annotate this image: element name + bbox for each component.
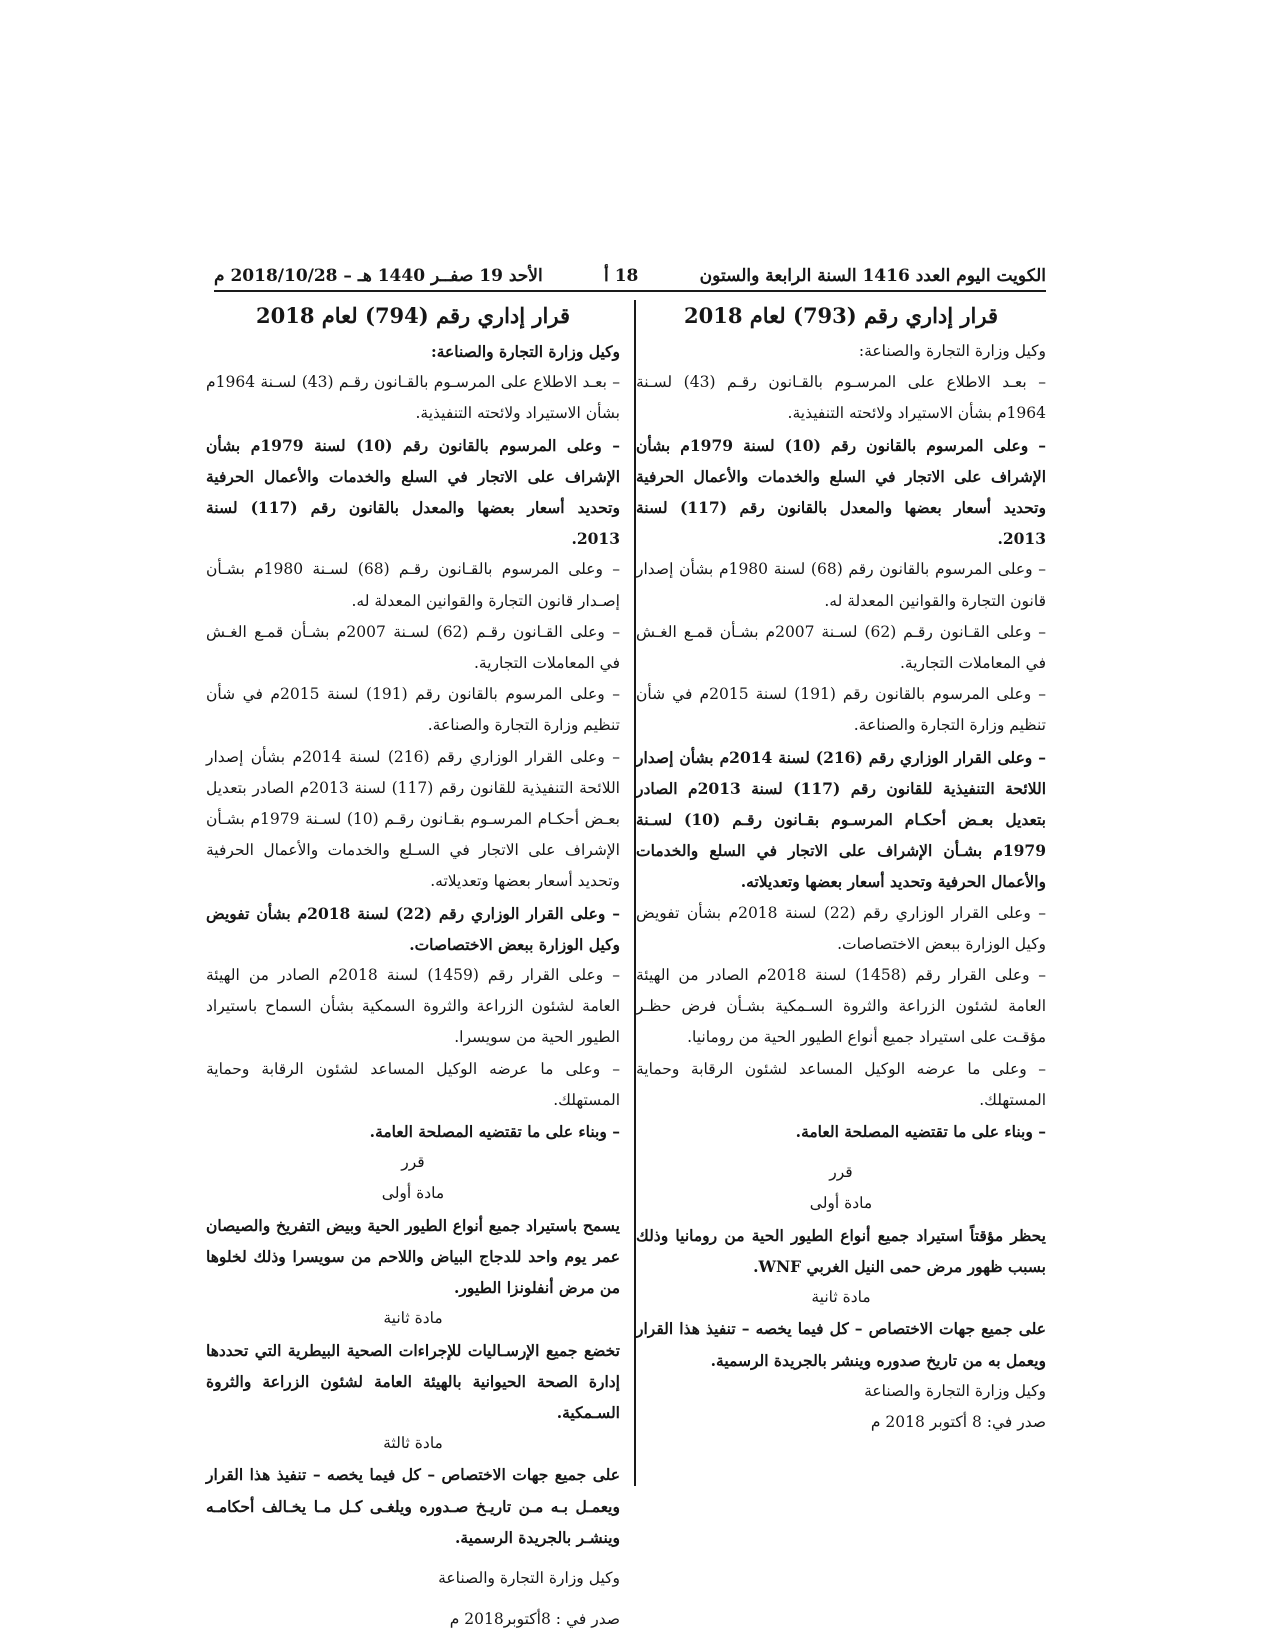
header-issue: الكويت اليوم العدد 1416 السنة الرابعة والستون xyxy=(699,266,1046,286)
recital-paragraph: – وعلى المرسوم بالقانون رقم (10) لسنة 1979م بشأن الإشراف على الاتجار في السلع والخدمات والأعمال الحرفية وتحديد أسعار بعضها والمعدل بالقانون رقم (117) لسنة 2013. xyxy=(636,435,1046,549)
recital-paragraph: – وعلى القـانون رقـم (62) لسـنة 2007م بشـأن قمـع الغـش في المعاملات التجارية. xyxy=(206,622,620,673)
header-date: الأحد 19 صفــر 1440 هـ – 2018/10/28 م xyxy=(214,266,543,286)
recital-paragraph: – وعلى المرسوم بالقانون رقم (191) لسنة 2015م في شأن تنظيم وزارة التجارة والصناعة. xyxy=(206,685,620,735)
article-2-title: مادة ثانية xyxy=(811,1288,871,1307)
recital-paragraph: – وعلى القرار الوزاري رقم (22) لسنة 2018م بشأن تفويض وكيل الوزارة ببعض الاختصاصات. xyxy=(636,903,1046,953)
decided-heading: قرر xyxy=(401,1153,425,1172)
decision-793-column xyxy=(636,298,1046,1438)
decided-heading: قرر xyxy=(829,1163,853,1182)
header-page-number: 18 أ xyxy=(604,266,639,286)
recital-paragraph: – وعلى ما عرضه الوكيل المساعد لشئون الرقابة وحماية المستهلك. xyxy=(206,1059,620,1109)
page-header xyxy=(214,254,1046,292)
recital-paragraph: – وعلى المرسوم بالقـانون رقـم (68) لسـنة 1980م بشـأن إصـدار قانون التجارة والقوانين المعدلة له. xyxy=(206,560,621,610)
decision-793-intro: وكيل وزارة التجارة والصناعة: xyxy=(858,342,1046,360)
article-2-text: تخضع جميع الإرسـاليات للإجراءات الصحية البيطرية التي تحددها إدارة الصحة الحيوانية بالهيئة العامة لشئون الزراعة والثروة السـمكية. xyxy=(206,1340,620,1422)
recital-paragraph: – وعلى القرار الوزاري رقم (216) لسنة 2014م بشأن إصدار اللائحة التنفيذية للقانون رقم (117) لسنة 2013م الصادر بتعديل بعـض أحكـام المرسـوم بقـانون رقـم (10) لسـنة 1979م بشـأن الإشراف على الاتجار في السـلع والخدمات والأعمال الحرفية وتحديد أسعار بعضها وتعديلاته. xyxy=(206,747,620,891)
article-1-title: مادة أولى xyxy=(381,1184,445,1203)
issue-date: صدر في : 8أكتوبر2018 م xyxy=(449,1610,620,1629)
recital-paragraph: – وبناء على ما تقتضيه المصلحة العامة. xyxy=(369,1122,620,1142)
recital-paragraph: – وعلى المرسوم بالقانون رقم (10) لسنة 1979م بشأن الإشراف على الاتجار في السلع والخدمات والأعمال الحرفية وتحديد أسعار بعضها والمعدل بالقانون رقم (117) لسنة 2013. xyxy=(206,435,620,549)
recital-paragraph: – وعلى القرار رقم (1458) لسنة 2018م الصادر من الهيئة العامة لشئون الزراعة والثروة السـمكية بشـأن فرض حظـر مؤقـت على استيراد جميع أنواع الطيور الحية من رومانيا. xyxy=(636,966,1046,1047)
article-2-title: مادة ثانية xyxy=(383,1309,443,1328)
decision-794-column xyxy=(206,298,620,1635)
decision-794-title: قرار إداري رقم (794) لعام 2018 xyxy=(255,303,571,328)
article-2-text: على جميع جهات الاختصاص – كل فيما يخصه – تنفيذ هذا القرار ويعمل به من تاريخ صدوره وينشر بالجريدة الرسمية. xyxy=(636,1319,1046,1370)
recital-paragraph: – وعلى المرسوم بالقانون رقم (191) لسنة 2015م في شأن تنظيم وزارة التجارة والصناعة. xyxy=(636,685,1046,735)
signature: وكيل وزارة التجارة والصناعة xyxy=(438,1568,620,1587)
issue-date: صدر في: 8 أكتوبر 2018 م xyxy=(870,1412,1046,1431)
decision-794-intro: وكيل وزارة التجارة والصناعة: xyxy=(430,342,620,361)
signature: وكيل وزارة التجارة والصناعة xyxy=(864,1381,1046,1400)
recital-paragraph: – وعلى القرار الوزاري رقم (22) لسنة 2018م بشأن تفويض وكيل الوزارة ببعض الاختصاصات. xyxy=(206,903,620,954)
decision-793-title: قرار إداري رقم (793) لعام 2018 xyxy=(683,303,999,328)
article-3-text: على جميع جهات الاختصاص – كل فيما يخصه – تنفيذ هذا القرار ويعمـل بـه مـن تاريـخ صـدوره ويلغـى كـل مـا يخـالف أحكامـه وينشـر بالجريدة الرسمية. xyxy=(206,1465,620,1547)
recital-paragraph: – وعلى ما عرضه الوكيل المساعد لشئون الرقابة وحماية المستهلك. xyxy=(636,1059,1046,1109)
article-1-title: مادة أولى xyxy=(809,1194,873,1213)
recital-paragraph: – وبناء على ما تقتضيه المصلحة العامة. xyxy=(795,1122,1046,1142)
recital-paragraph: – وعلى المرسوم بالقانون رقم (68) لسنة 1980م بشأن إصدار قانون التجارة والقوانين المعدلة له. xyxy=(636,560,1046,610)
recital-paragraph: – بعـد الاطلاع على المرسـوم بالقـانون رقـم (43) لسـنة 1964م بشأن الاستيراد ولائحته التنفيذية. xyxy=(636,373,1046,423)
recital-paragraph: – وعلى القـانون رقـم (62) لسـنة 2007م بشـأن قمـع الغـش في المعاملات التجارية. xyxy=(636,622,1046,673)
article-1-text: يحظر مؤقتاً استيراد جميع أنواع الطيور الحية من رومانيا وذلك بسبب ظهور مرض حمى النيل الغربي WNF. xyxy=(636,1225,1046,1276)
recital-paragraph: – وعلى القرار رقم (1459) لسنة 2018م الصادر من الهيئة العامة لشئون الزراعة والثروة السمكية بشأن السماح باستيراد الطيور الحية من سويسرا. xyxy=(206,966,620,1047)
recital-paragraph: – وعلى القرار الوزاري رقم (216) لسنة 2014م بشأن إصدار اللائحة التنفيذية للقانون رقم (117) لسنة 2013م الصادر بتعديل بعـض أحكـام المرسـوم بقـانون رقـم (10) لسـنة 1979م بشـأن الإشراف على الاتجار في السلع والخدمات والأعمال الحرفية وتحديد أسعار بعضها وتعديلاته. xyxy=(636,747,1047,892)
article-1-text: يسمح باستيراد جميع أنواع الطيور الحية وبيض التفريخ والصيصان عمر يوم واحد للدجاج البياض واللاحم من سويسرا وذلك لخلوها من مرض أنفلونزا الطيور. xyxy=(206,1215,620,1298)
recital-paragraph: – بعـد الاطلاع على المرسـوم بالقـانون رقـم (43) لسـنة 1964م بشأن الاستيراد ولائحته التنفيذية. xyxy=(206,373,621,423)
article-3-title: مادة ثالثة xyxy=(383,1434,443,1453)
